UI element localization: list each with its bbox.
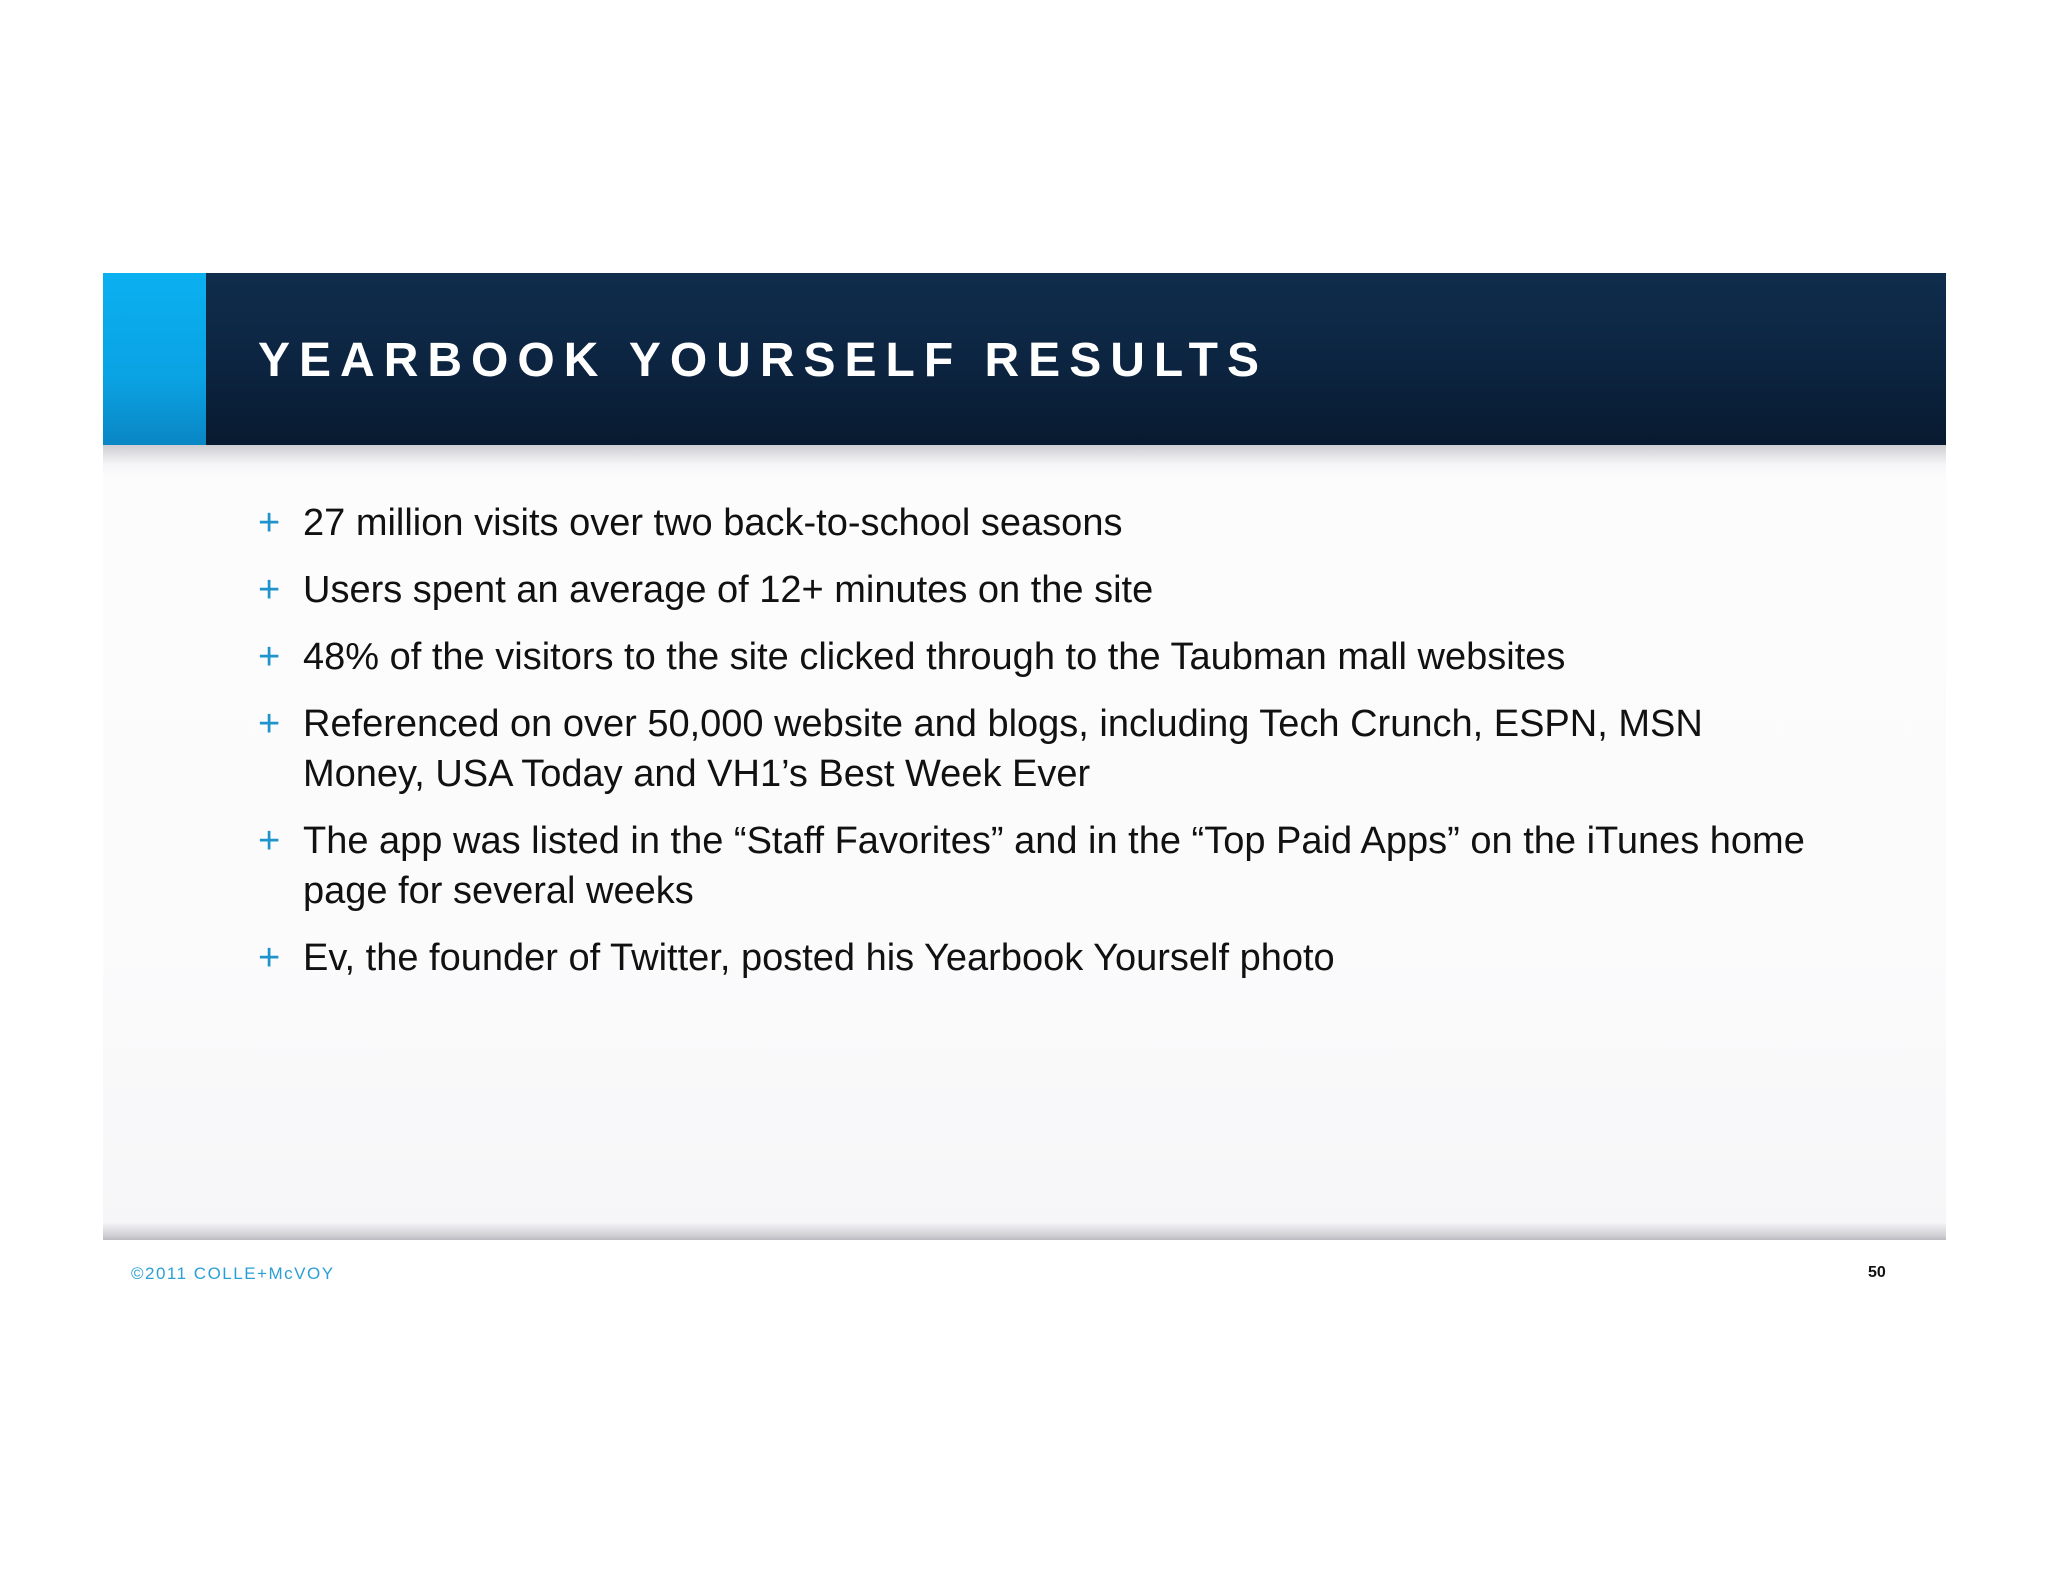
plus-icon: +: [258, 703, 281, 745]
footer-divider: [103, 1222, 1946, 1240]
bullet-item: [258, 565, 1818, 615]
bullet-list: [258, 498, 1818, 1000]
bullet-item: [258, 498, 1818, 548]
header-accent-block: [103, 273, 206, 445]
bullet-text: Referenced on over 50,000 website and blogs, including Tech Crunch, ESPN, MSN Money, USA Today and VH1’s Best Week Ever: [303, 703, 1703, 795]
plus-icon: +: [258, 820, 281, 862]
plus-icon: +: [258, 569, 281, 611]
slide-title: YEARBOOK YOURSELF RESULTS: [258, 334, 1268, 387]
page-number: 50: [1868, 1264, 1886, 1281]
plus-icon: +: [258, 937, 281, 979]
bullet-item: [258, 699, 1818, 799]
bullet-text: Users spent an average of 12+ minutes on the site: [303, 569, 1154, 611]
bullet-item: [258, 816, 1818, 916]
bullet-item: [258, 632, 1818, 682]
bullet-text: 48% of the visitors to the site clicked through to the Taubman mall websites: [303, 636, 1566, 678]
plus-icon: +: [258, 636, 281, 678]
plus-icon: +: [258, 502, 281, 544]
copyright-text: ©2011 COLLE+McVOY: [131, 1264, 335, 1283]
bullet-text: 27 million visits over two back-to-school seasons: [303, 502, 1123, 544]
bullet-item: [258, 933, 1818, 983]
header-shadow: [103, 445, 1946, 477]
bullet-text: The app was listed in the “Staff Favorites” and in the “Top Paid Apps” on the iTunes home page for several weeks: [303, 820, 1805, 912]
bullet-text: Ev, the founder of Twitter, posted his Yearbook Yourself photo: [303, 937, 1335, 979]
